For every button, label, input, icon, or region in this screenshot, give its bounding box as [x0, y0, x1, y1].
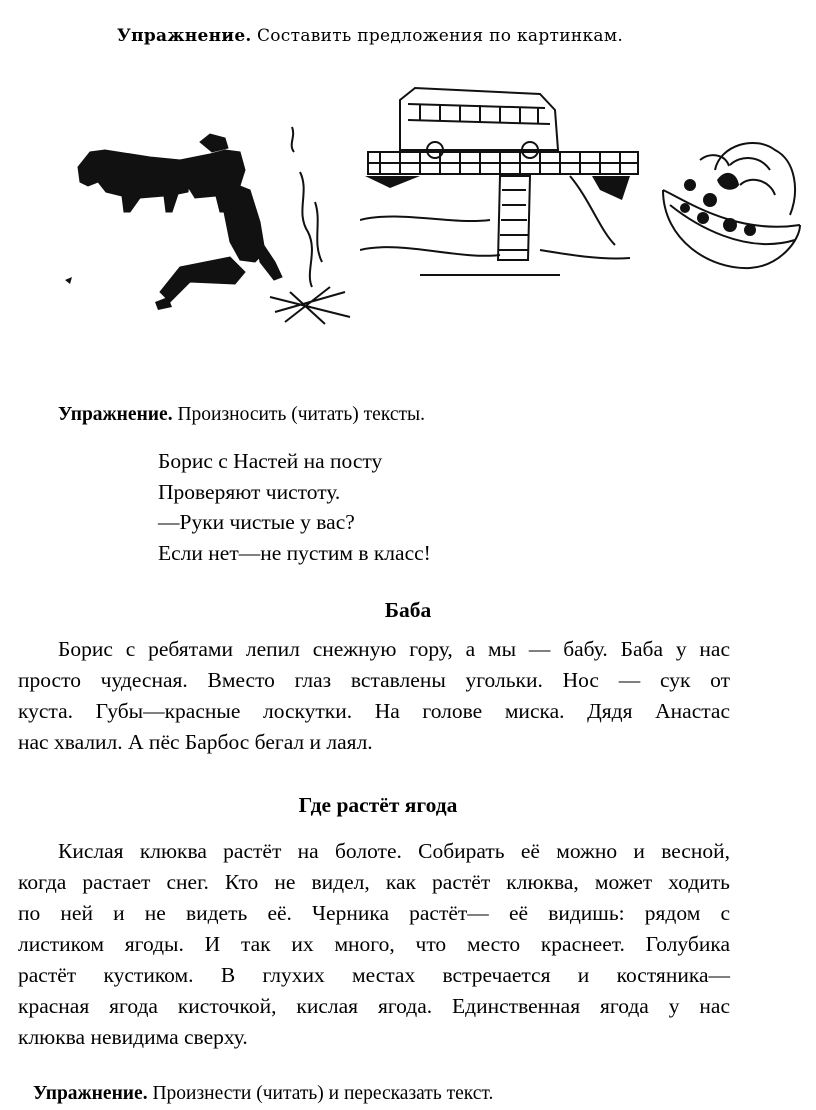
cows-fire-illustration: [60, 112, 360, 337]
exercise-3-text: Произнести (читать) и пересказать текст.: [152, 1083, 494, 1104]
poem-line: —Руки чистые у вас?: [158, 510, 355, 534]
story-2-line: когда растает снег. Кто не видел, как растёт клюква, может ходить: [18, 870, 730, 894]
story-2-line: растёт кустиком. В глухих местах встречается и костяника—: [18, 963, 730, 987]
poem-line: Борис с Настей на посту: [158, 449, 383, 473]
poem-line: Проверяют чистоту.: [158, 479, 341, 504]
exercise-2-label: Упражнение.: [58, 404, 173, 425]
exercise-1: [117, 24, 623, 47]
story-2-line: листиком ягоды. И так их много, что место краснеет. Голубика: [18, 932, 730, 956]
story-2-line: красная ягода кисточкой, кислая ягода. Единственная ягода у нас: [18, 994, 730, 1018]
exercise-1-label: Упражнение.: [117, 26, 252, 46]
exercise-2-text: Произносить (читать) тексты.: [177, 404, 425, 425]
bus-bridge-illustration: [360, 80, 650, 285]
poem-line: Если нет—не пустим в класс!: [158, 540, 431, 565]
exercise-3-label: Упражнение.: [33, 1083, 148, 1104]
story-2-line: Кислая клюква растёт на болоте. Собирать её можно и весной,: [58, 839, 730, 863]
story-1-text: [18, 634, 730, 758]
story-2-text: [18, 836, 730, 1053]
exercise-2: [58, 404, 425, 426]
exercise-3: [33, 1083, 493, 1105]
story-2-title: Где растёт ягода: [298, 793, 458, 817]
story-1-line: Борис с ребятами лепил снежную гору, а мы — бабу. Баба у нас: [58, 637, 730, 661]
bowl-fruit-illustration: [655, 130, 805, 280]
story-1-title: Баба: [384, 598, 432, 622]
story-1-line: куста. Губы—красные лоскутки. На голове миска. Дядя Анастас: [18, 699, 730, 723]
story-2-line: клюква невидима сверху.: [18, 1025, 248, 1049]
exercise-1-text: Составить предложения по картинкам.: [256, 26, 624, 46]
story-2-line: по ней и не видеть её. Черника растёт— её видишь: рядом с: [18, 901, 730, 925]
story-1-line: нас хвалил. А пёс Барбос бегал и лаял.: [18, 730, 373, 754]
poem: [158, 446, 431, 568]
story-1-line: просто чудесная. Вместо глаз вставлены угольки. Нос — сук от: [18, 668, 730, 692]
